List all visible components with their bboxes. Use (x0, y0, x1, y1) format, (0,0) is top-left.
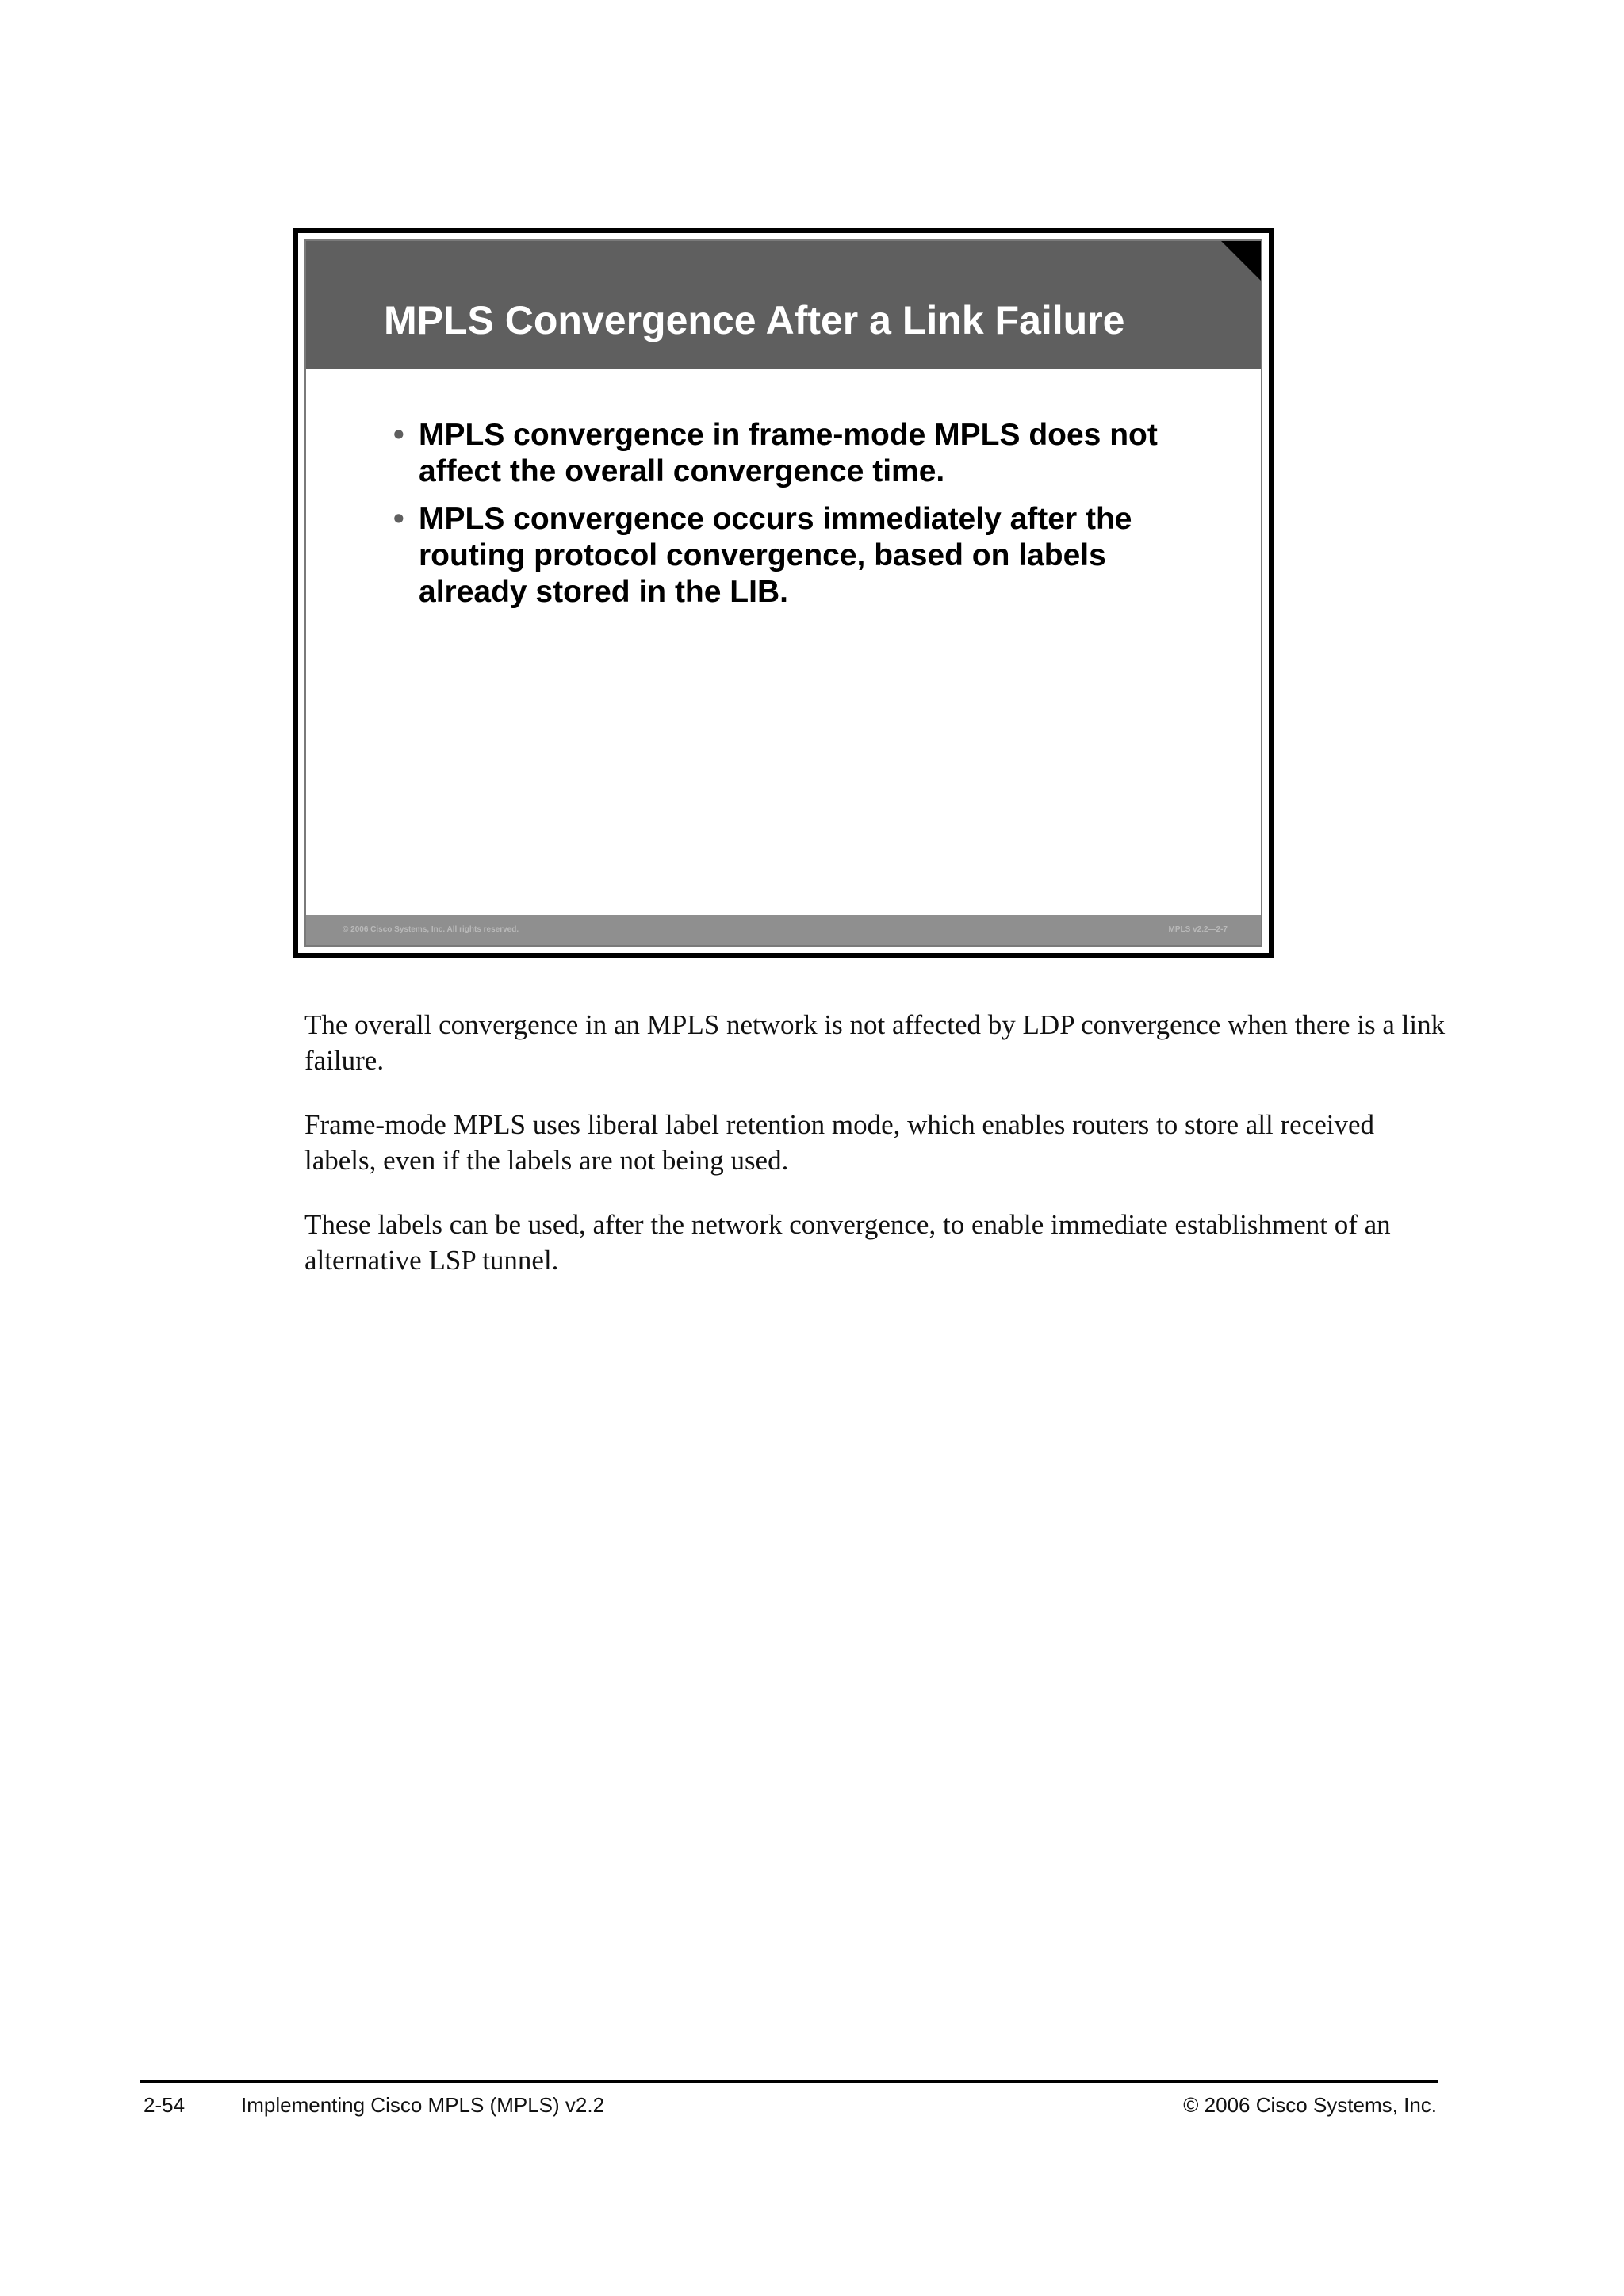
slide-corner-triangle (1221, 241, 1261, 281)
body-paragraph: These labels can be used, after the network convergence, to enable immediate establishment of an alternative LSP tunnel. (304, 1209, 1391, 1276)
page-number: 2-54 (144, 2093, 186, 2117)
slide-footer-bar (306, 915, 1261, 945)
page-copyright: © 2006 Cisco Systems, Inc. (1183, 2093, 1437, 2117)
course-title: Implementing Cisco MPLS (MPLS) v2.2 (241, 2093, 605, 2117)
footer-divider (140, 2080, 1438, 2083)
slide-bullet-list (393, 417, 1218, 622)
slide-number: MPLS v2.2—2-7 (1168, 925, 1228, 934)
slide-copyright: © 2006 Cisco Systems, Inc. All rights reserved. (343, 925, 519, 934)
slide-bullet-text: MPLS convergence occurs immediately after the routing protocol convergence, based on labels already stored in the LIB. (419, 502, 1132, 609)
slide-content (304, 239, 1262, 947)
slide-header (306, 241, 1261, 369)
body-paragraph: Frame-mode MPLS uses liberal label retention mode, which enables routers to store all received labels, even if the labels are not being used. (304, 1109, 1375, 1176)
body-paragraph: The overall convergence in an MPLS network is not affected by LDP convergence when there is a link failure. (304, 1009, 1446, 1076)
bullet-marker: • (393, 502, 404, 536)
slide-bullet (393, 501, 1218, 610)
slide-bullet (393, 417, 1218, 490)
body-text (304, 1007, 1446, 1307)
bullet-marker: • (393, 418, 404, 452)
slide-title: MPLS Convergence After a Link Failure (384, 298, 1125, 342)
slide-bullet-text: MPLS convergence in frame-mode MPLS does not affect the overall convergence time. (419, 418, 1158, 488)
slide-frame (293, 228, 1274, 958)
